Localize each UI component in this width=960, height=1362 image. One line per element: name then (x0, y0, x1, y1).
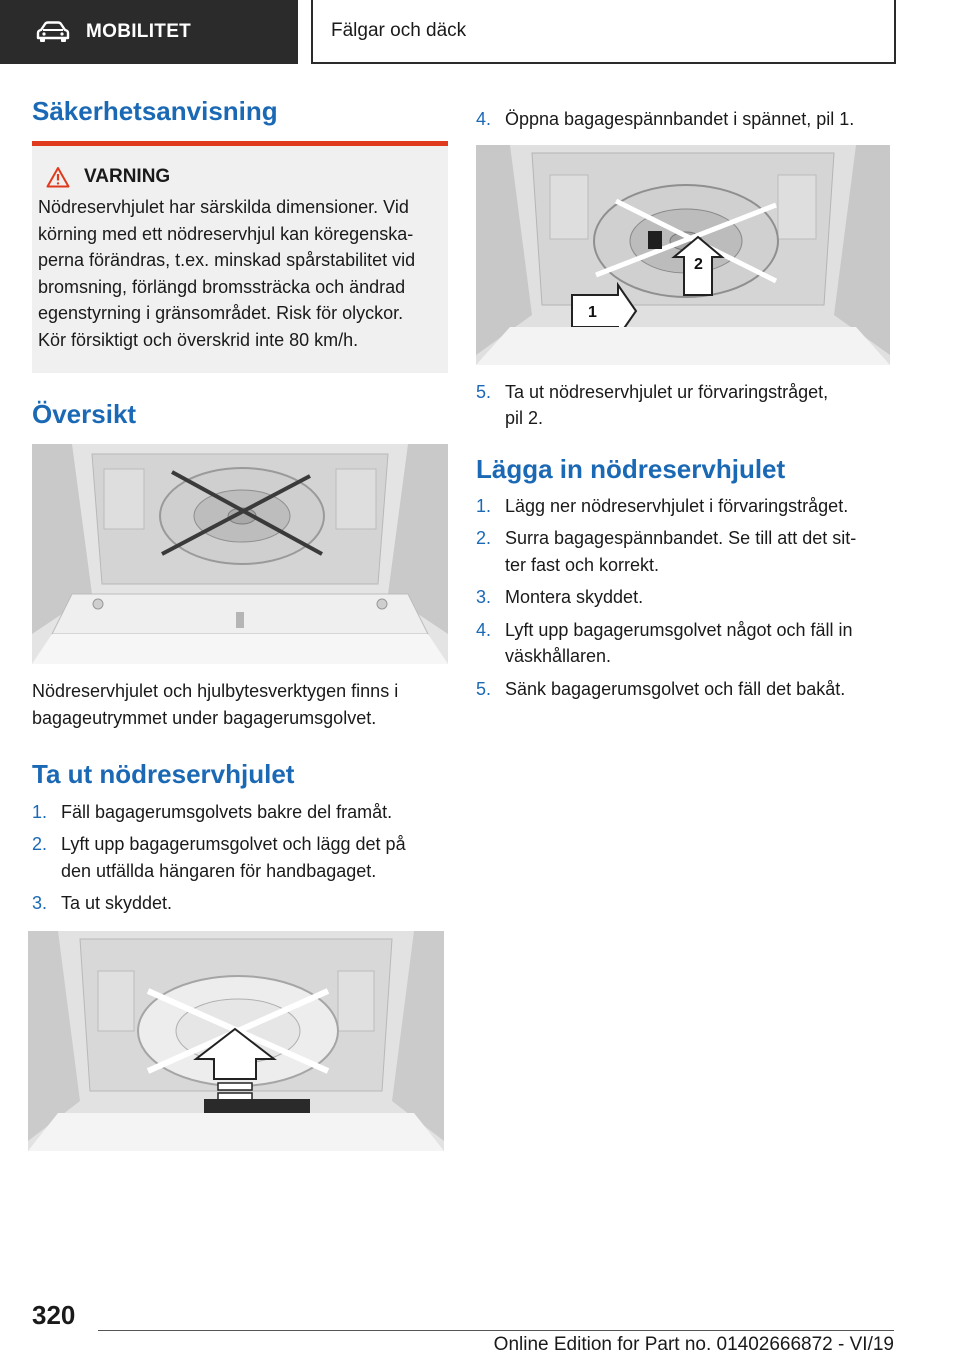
trunk-overview-photo (32, 444, 448, 664)
edition-label: Online Edition for Part no. 01402666872 - VI/19 (493, 1334, 894, 1355)
chapter-title: Fälgar och däck (311, 0, 896, 64)
footer-divider (98, 1330, 894, 1331)
step-number: 5. (476, 381, 492, 402)
step-number: 3. (476, 587, 492, 608)
trunk-cover-photo (28, 931, 444, 1151)
section-tab (0, 0, 298, 64)
step-number: 5. (476, 678, 492, 699)
arrow-label-2: 2 (694, 255, 703, 273)
warning-line: egenstyrning i gränsområdet. Risk för olyckor. (38, 303, 404, 324)
right-column (476, 96, 892, 708)
overview-line: Nödreservhjulet och hjulbytesverktygen finns i (32, 681, 399, 702)
list-item (32, 799, 448, 826)
warning-triangle-icon (46, 166, 70, 188)
remove-steps-list-cont2 (476, 379, 892, 432)
step-text: Surra bagagespännbandet. Se till att det sit‐ ter fast och korrekt. (505, 528, 857, 575)
overview-line: bagageutrymmet under bagagerumsgolvet. (32, 707, 377, 728)
overview-text (32, 678, 448, 731)
warning-line: körning med ett nödreservhjul kan köregenska‐ (38, 223, 414, 244)
step-number: 2. (32, 834, 48, 855)
insert-heading: Lägga in nödreservhjulet (476, 453, 786, 484)
warning-header (46, 166, 442, 188)
remove-steps-list-cont (476, 106, 892, 133)
step-text: Lyft upp bagagerumsgolvet och lägg det på den utfällda hängaren för handbagaget. (61, 834, 406, 881)
step-text: Lyft upp bagagerumsgolvet något och fäll in väskhållaren. (505, 619, 853, 667)
car-icon (36, 21, 70, 43)
step-text: Fäll bagagerumsgolvets bakre del framåt. (61, 801, 393, 822)
list-item (476, 493, 892, 520)
warning-line: perna förändras, t.ex. minskad spårstabilitet vid (38, 250, 416, 271)
list-item (476, 676, 892, 703)
list-item (32, 831, 448, 884)
list-item (32, 890, 448, 917)
insert-steps-list (476, 493, 892, 703)
step-text: Sänk bagagerumsgolvet och fäll det bakåt. (505, 678, 846, 699)
warning-line: Kör försiktigt och överskrid inte 80 km/h. (38, 329, 359, 350)
step-text: Lägg ner nödreservhjulet i förvaringstråget. (505, 495, 849, 516)
list-item (476, 617, 892, 670)
step-number: 1. (476, 495, 492, 516)
list-item (476, 106, 892, 133)
step-text: Montera skyddet. (505, 587, 644, 608)
overview-heading: Översikt (32, 399, 137, 430)
warning-line: bromsning, förlängd bromssträcka och ändrad (38, 276, 406, 297)
step-number: 3. (32, 893, 48, 914)
remove-steps-list (32, 799, 448, 917)
warning-title: VARNING (84, 166, 171, 188)
step-number: 2. (476, 528, 492, 549)
trunk-strap-photo (476, 145, 890, 365)
warning-box (32, 141, 448, 373)
safety-heading: Säkerhetsanvisning (32, 96, 278, 126)
left-column (32, 96, 448, 1151)
arrow-label-1: 1 (588, 303, 597, 321)
step-text: Ta ut nödreservhjulet ur förvaringstråget, pil 2. (505, 381, 829, 428)
list-item (476, 379, 892, 432)
list-item (476, 525, 892, 578)
remove-heading: Ta ut nödreservhjulet (32, 759, 295, 790)
step-number: 4. (476, 619, 492, 640)
step-text: Öppna bagagespännbandet i spännet, pil 1. (505, 109, 855, 129)
page-number: 320 (32, 1300, 76, 1330)
step-number: 4. (476, 109, 492, 129)
warning-line: Nödreservhjulet har särskilda dimensioner. Vid (38, 197, 409, 218)
warning-text (38, 194, 442, 353)
section-label: MOBILITET (86, 21, 192, 42)
list-item (476, 584, 892, 611)
step-number: 1. (32, 801, 48, 822)
step-text: Ta ut skyddet. (61, 893, 173, 914)
